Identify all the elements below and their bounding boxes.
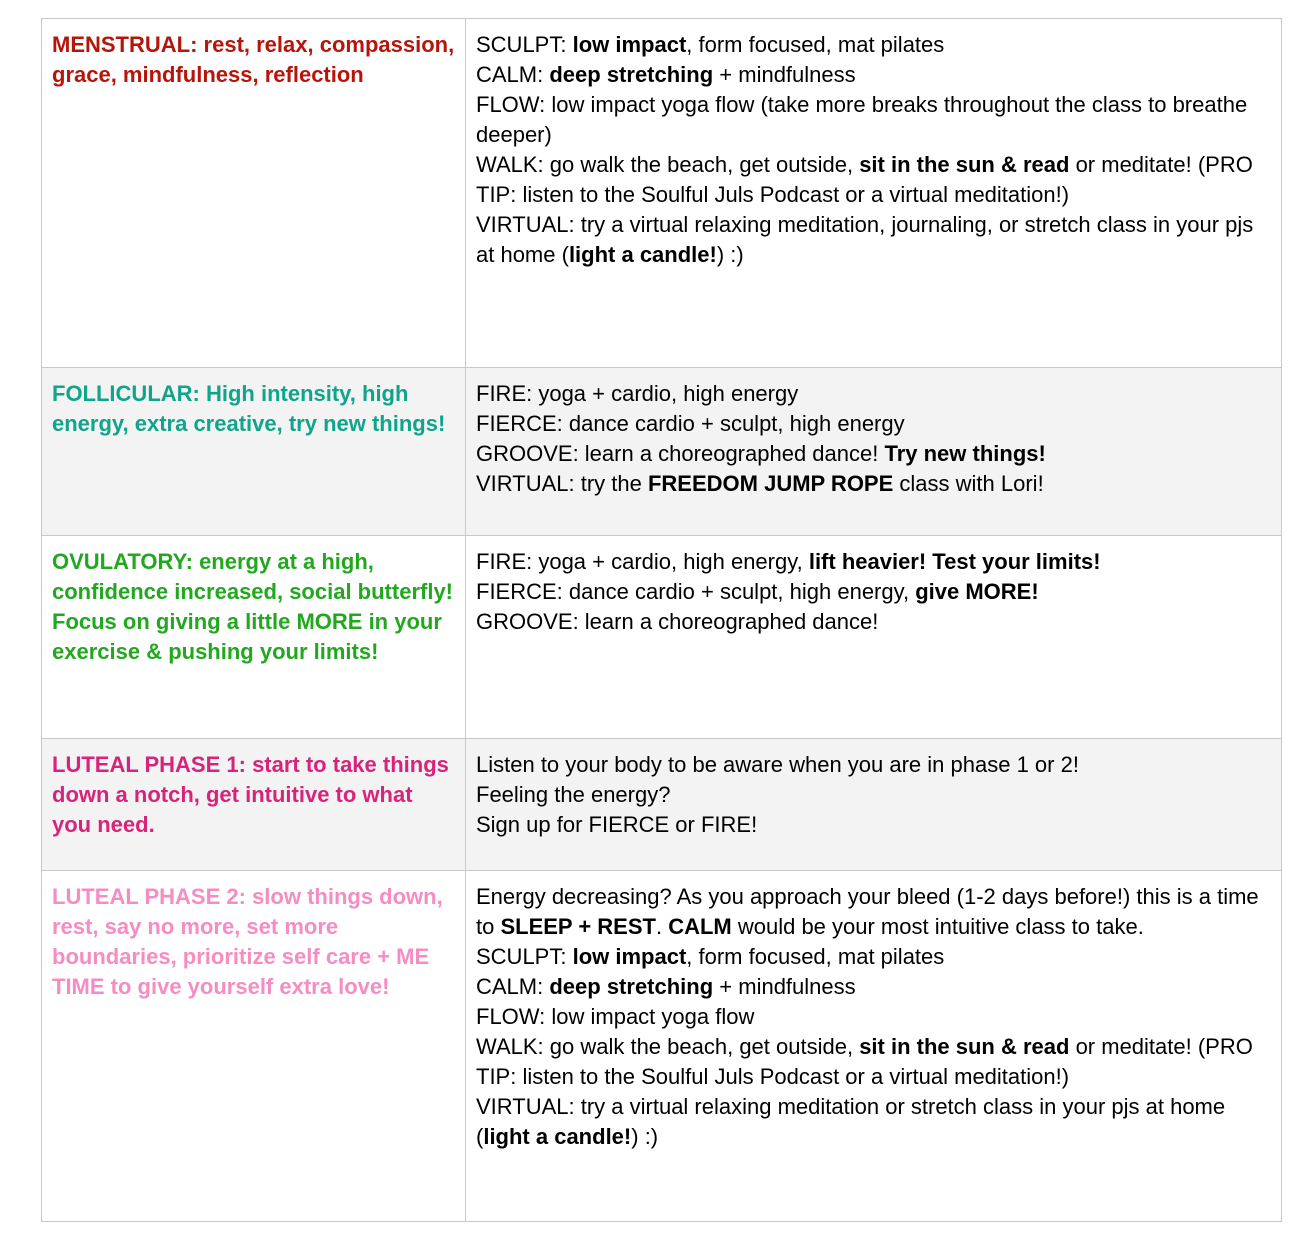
table-row-follicular (42, 368, 1282, 536)
recommendation-line (476, 439, 1271, 469)
emphasis-text: light a candle! (568, 242, 717, 267)
recommendation-line (476, 60, 1271, 90)
emphasis-text: light a candle! (483, 1124, 632, 1149)
recommendation-line (476, 30, 1271, 60)
recommendation-line (476, 942, 1271, 972)
recommendation-line (476, 90, 1271, 150)
recommendations-cell-follicular (466, 368, 1282, 536)
recommendation-text: Sign up for FIERCE or FIRE! (476, 812, 758, 837)
emphasis-text: deep stretching (549, 62, 714, 87)
emphasis-text: SLEEP + REST (500, 914, 656, 939)
recommendation-text: VIRTUAL: try the (476, 471, 648, 496)
phase-workout-table (41, 18, 1282, 1222)
recommendation-line (476, 1092, 1271, 1152)
phase-cell-follicular: FOLLICULAR: High intensity, high energy, extra creative, try new things! (42, 368, 466, 536)
recommendation-line (476, 577, 1271, 607)
table-row-luteal-phase-1 (42, 739, 1282, 871)
recommendation-line (476, 882, 1271, 942)
recommendation-text: Energy decreasing? As you approach your bleed (1-2 days before!) this is a time to (476, 884, 1259, 939)
phase-cell-luteal-phase-2: LUTEAL PHASE 2: slow things down, rest, say no more, set more boundaries, prioritize self care + ME TIME to give yourself extra love! (42, 871, 466, 1222)
recommendation-text: . (655, 914, 669, 939)
recommendation-line (476, 810, 1271, 840)
recommendation-text: WALK: go walk the beach, get outside, (476, 152, 860, 177)
emphasis-text: FREEDOM JUMP ROPE (647, 471, 894, 496)
recommendation-text: FLOW: low impact yoga flow (476, 1004, 755, 1029)
emphasis-text: low impact (572, 32, 687, 57)
recommendation-line (476, 469, 1271, 499)
table-row-menstrual (42, 19, 1282, 368)
phase-cell-menstrual: MENSTRUAL: rest, relax, compassion, grace, mindfulness, reflection (42, 19, 466, 368)
recommendations-cell-menstrual (466, 19, 1282, 368)
recommendation-text: class with Lori! (893, 471, 1044, 496)
recommendation-line (476, 1032, 1271, 1092)
recommendation-text: , form focused, mat pilates (686, 944, 945, 969)
recommendation-text: SCULPT: (476, 32, 573, 57)
recommendation-text: CALM: (476, 974, 550, 999)
emphasis-text: sit in the sun & read (859, 152, 1070, 177)
recommendation-text: FIRE: yoga + cardio, high energy, (476, 549, 809, 574)
recommendation-text: ) :) (631, 1124, 659, 1149)
emphasis-text: CALM (668, 914, 732, 939)
recommendation-text: + mindfulness (713, 974, 856, 999)
recommendation-text: FIRE: yoga + cardio, high energy (476, 381, 799, 406)
recommendations-cell-ovulatory (466, 536, 1282, 739)
recommendation-line (476, 150, 1271, 210)
table-row-ovulatory (42, 536, 1282, 739)
recommendations-cell-luteal-phase-2 (466, 871, 1282, 1222)
recommendation-text: or meditate! (PRO TIP: listen to the Soulful Juls Podcast or a virtual meditation!) (476, 152, 1253, 207)
emphasis-text: give MORE! (915, 579, 1039, 604)
recommendation-line (476, 547, 1271, 577)
recommendation-line (476, 409, 1271, 439)
recommendation-text: + mindfulness (713, 62, 856, 87)
emphasis-text: low impact (572, 944, 687, 969)
recommendation-text: CALM: (476, 62, 550, 87)
recommendation-text: GROOVE: learn a choreographed dance! (476, 441, 885, 466)
recommendation-text: would be your most intuitive class to take. (731, 914, 1144, 939)
recommendation-text: WALK: go walk the beach, get outside, (476, 1034, 860, 1059)
recommendation-line (476, 379, 1271, 409)
recommendation-text: or meditate! (PRO TIP: listen to the Soulful Juls Podcast or a virtual meditation!) (476, 1034, 1253, 1089)
recommendation-line (476, 780, 1271, 810)
recommendation-text: FIERCE: dance cardio + sculpt, high energy, (476, 579, 916, 604)
recommendations-cell-luteal-phase-1 (466, 739, 1282, 871)
recommendation-text: Listen to your body to be aware when you are in phase 1 or 2! (476, 752, 1079, 777)
emphasis-text: Try new things! (884, 441, 1046, 466)
recommendation-text: GROOVE: learn a choreographed dance! (476, 609, 879, 634)
emphasis-text: lift heavier! Test your limits! (808, 549, 1101, 574)
emphasis-text: deep stretching (549, 974, 714, 999)
recommendation-text: ) :) (716, 242, 744, 267)
recommendation-text: , form focused, mat pilates (686, 32, 945, 57)
recommendation-text: Feeling the energy? (476, 782, 671, 807)
recommendation-line (476, 972, 1271, 1002)
recommendation-text: VIRTUAL: try a virtual relaxing meditation or stretch class in your pjs at home ( (476, 1094, 1226, 1149)
recommendation-text: VIRTUAL: try a virtual relaxing meditation, journaling, or stretch class in your pjs at home ( (476, 212, 1254, 267)
recommendation-line (476, 1002, 1271, 1032)
recommendation-text: SCULPT: (476, 944, 573, 969)
recommendation-line (476, 750, 1271, 780)
table-row-luteal-phase-2 (42, 871, 1282, 1222)
emphasis-text: sit in the sun & read (859, 1034, 1070, 1059)
recommendation-text: FIERCE: dance cardio + sculpt, high energy (476, 411, 905, 436)
recommendation-text: FLOW: low impact yoga flow (take more breaks throughout the class to breathe deeper) (476, 92, 1248, 147)
phase-cell-luteal-phase-1: LUTEAL PHASE 1: start to take things down a notch, get intuitive to what you need. (42, 739, 466, 871)
phase-cell-ovulatory: OVULATORY: energy at a high, confidence increased, social butterfly! Focus on giving a little MORE in your exercise & pushing your limits! (42, 536, 466, 739)
recommendation-line (476, 607, 1271, 637)
recommendation-line (476, 210, 1271, 270)
